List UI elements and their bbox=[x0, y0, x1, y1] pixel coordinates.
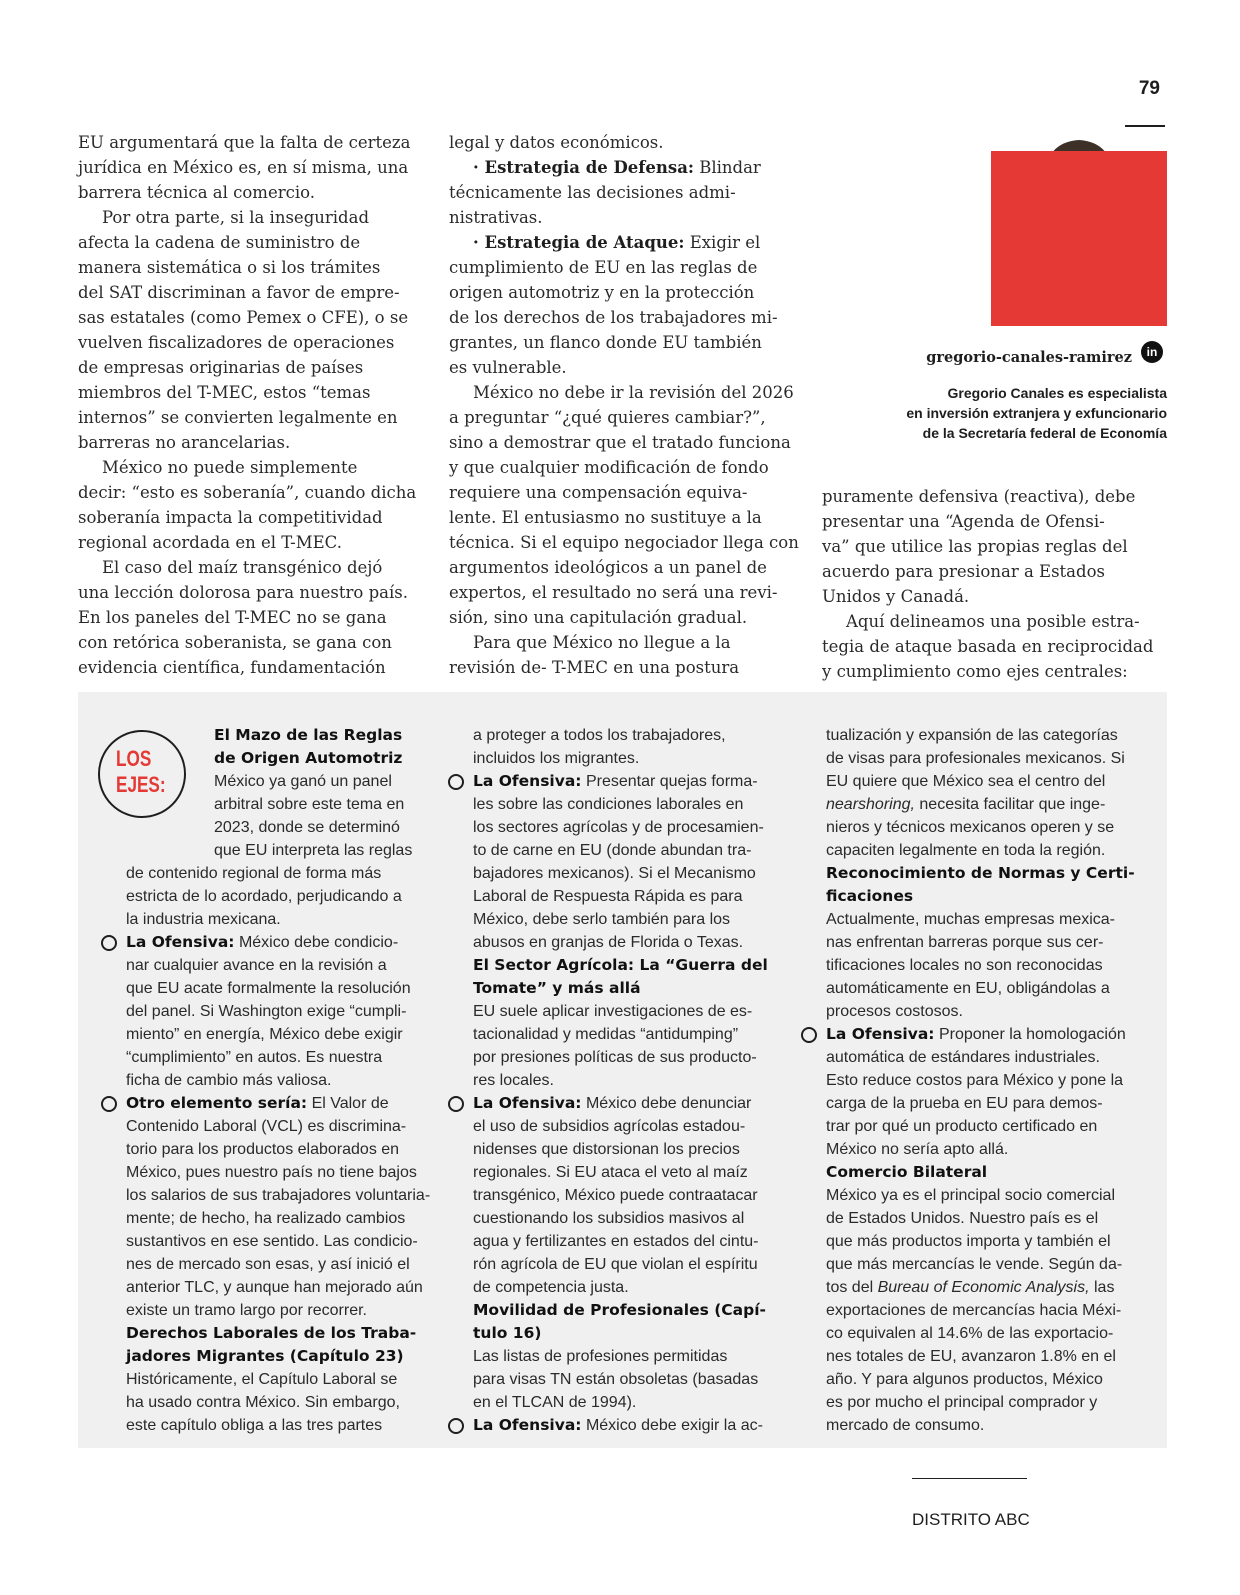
text-line: una lección dolorosa para nuestro país. bbox=[78, 583, 408, 602]
bullet-item: La Ofensiva: México debe condicio- bbox=[126, 931, 430, 954]
text-line: y que cualquier modificación de fondo bbox=[449, 458, 769, 477]
text-line: presentar una “Agenda de Ofensi- bbox=[822, 512, 1105, 531]
text-line: arbitral sobre este tema en bbox=[214, 796, 405, 813]
text-line: y cumplimiento como ejes centrales: bbox=[822, 662, 1128, 681]
defense-strategy-label: · Estrategia de Defensa: bbox=[473, 158, 694, 177]
text-line: regional acordada en el T-MEC. bbox=[78, 533, 342, 552]
text-line: ha usado contra México. Sin embargo, bbox=[126, 1394, 400, 1411]
text-line: jurídica en México es, en sí misma, una bbox=[78, 158, 409, 177]
section-heading: jadores Migrantes (Capítulo 23) bbox=[126, 1347, 404, 1365]
text-line: que más productos importa y también el bbox=[826, 1233, 1111, 1250]
text-line: técnicamente las decisiones admi- bbox=[449, 183, 736, 202]
author-handle[interactable]: gregorio-canales-ramirez bbox=[926, 349, 1132, 366]
text-line: regionales. Si EU ataca el veto al maíz bbox=[473, 1164, 748, 1181]
bullet-circle-icon bbox=[448, 774, 464, 790]
text-line: nidenses que distorsionan los precios bbox=[473, 1141, 740, 1158]
badge-line: EJES: bbox=[116, 772, 166, 797]
text-line: agua y fertilizantes en estados del cintu- bbox=[473, 1233, 759, 1250]
text-line: este capítulo obliga a las tres partes bbox=[126, 1417, 383, 1434]
text-line: con retórica soberanista, se gana con bbox=[78, 633, 392, 652]
text-line: a preguntar “¿qué quieres cambiar?”, bbox=[449, 408, 766, 427]
bio-line: en inversión extranjera y exfuncionario bbox=[906, 405, 1167, 421]
bullet-item: La Ofensiva: México debe exigir la ac- bbox=[473, 1414, 768, 1437]
text-line: que más mercancías le vende. Según da- bbox=[826, 1256, 1123, 1273]
text-line: México no sería apto allá. bbox=[826, 1141, 1009, 1158]
text-line: automáticamente en EU, obligándolas a bbox=[826, 980, 1110, 997]
text-line: bajadores mexicanos). Si el Mecanismo bbox=[473, 865, 756, 882]
section-heading: de Origen Automotriz bbox=[214, 749, 403, 767]
text-line: nieros y técnicos mexicanos operen y se bbox=[826, 819, 1115, 836]
text-line: México, pues nuestro país no tiene bajos bbox=[126, 1164, 417, 1181]
text-line: origen automotriz y en la protección bbox=[449, 283, 755, 302]
text-line: evidencia científica, fundamentación bbox=[78, 658, 386, 677]
text-line: transgénico, México puede contraatacar bbox=[473, 1187, 758, 1204]
text-line: sas estatales (como Pemex o CFE), o se bbox=[78, 308, 409, 327]
badge-line: LOS bbox=[116, 746, 152, 771]
text-line: co equivalen al 14.6% de las exportacio- bbox=[826, 1325, 1114, 1342]
text-line: sustantivos en ese sentido. Las condicio- bbox=[126, 1233, 418, 1250]
text-line: vuelven fiscalizadores de operaciones bbox=[78, 333, 395, 352]
text-line: manera sistemática o si los trámites bbox=[78, 258, 381, 277]
text-line: nes totales de EU, avanzaron 1.8% en el bbox=[826, 1348, 1116, 1365]
text-line: trar por qué un producto certificado en bbox=[826, 1118, 1098, 1135]
bio-line: Gregorio Canales es especialista bbox=[947, 385, 1167, 401]
text-line: Actualmente, muchas empresas mexica- bbox=[826, 911, 1115, 928]
attack-strategy-label: · Estrategia de Ataque: bbox=[473, 233, 685, 252]
text-line: técnica. Si el equipo negociador llega con bbox=[449, 533, 799, 552]
text-line: automática de estándares industriales. bbox=[826, 1049, 1100, 1066]
text-line: 2023, donde se determinó bbox=[214, 819, 400, 836]
text-line: lente. El entusiasmo no sustituye a la bbox=[449, 508, 762, 527]
text-line: sión, sino una capitulación gradual. bbox=[449, 608, 748, 627]
text-line: revisión de- T-MEC en una postura bbox=[449, 658, 740, 677]
text-line: es por mucho el principal comprador y bbox=[826, 1394, 1098, 1411]
text-line: nas enfrentan barreras porque sus cer- bbox=[826, 934, 1104, 951]
text-line: argumentos ideológicos a un panel de bbox=[449, 558, 767, 577]
text-line: En los paneles del T-MEC no se gana bbox=[78, 608, 387, 627]
text-line: año. Y para algunos productos, México bbox=[826, 1371, 1103, 1388]
author-bio bbox=[906, 383, 1167, 443]
text-line: estricta de lo acordado, perjudicando a bbox=[126, 888, 402, 905]
text-line: tegia de ataque basada en reciprocidad bbox=[822, 637, 1154, 656]
bullet-item: Otro elemento sería: El Valor de bbox=[126, 1092, 430, 1115]
article-column-3 bbox=[822, 484, 1153, 684]
section-heading: Reconocimiento de Normas y Certi- bbox=[826, 864, 1135, 882]
article-column-2 bbox=[449, 130, 799, 680]
text-line: exportaciones de mercancías hacia Méxi- bbox=[826, 1302, 1122, 1319]
bullet-item: La Ofensiva: México debe denunciar bbox=[473, 1092, 768, 1115]
text-line: el uso de subsidios agrícolas estadou- bbox=[473, 1118, 746, 1135]
text-line: Unidos y Canadá. bbox=[822, 587, 970, 606]
text-line: barreras no arancelarias. bbox=[78, 433, 291, 452]
text-line: para visas TN están obsoletas (basadas bbox=[473, 1371, 759, 1388]
text-line: Laboral de Respuesta Rápida es para bbox=[473, 888, 743, 905]
text-line: de contenido regional de forma más bbox=[126, 865, 382, 882]
text-line: EU quiere que México sea el centro del bbox=[826, 773, 1106, 790]
section-heading: Comercio Bilateral bbox=[826, 1163, 988, 1181]
text-line: que EU acate formalmente la resolución bbox=[126, 980, 411, 997]
text-line: puramente defensiva (reactiva), debe bbox=[822, 487, 1136, 506]
text-line: Por otra parte, si la inseguridad bbox=[102, 208, 370, 227]
text-line: acuerdo para presionar a Estados bbox=[822, 562, 1105, 581]
text-line: decir: “esto es soberanía”, cuando dicha bbox=[78, 483, 417, 502]
text-line: Aquí delineamos una posible estra- bbox=[846, 612, 1140, 631]
text-line: expertos, el resultado no será una revi- bbox=[449, 583, 778, 602]
sidebar-column-3 bbox=[826, 724, 1135, 1437]
text-line: incluidos los migrantes. bbox=[473, 750, 640, 767]
text-line: nar cualquier avance en la revisión a bbox=[126, 957, 387, 974]
text-line: Contenido Laboral (VCL) es discrimina- bbox=[126, 1118, 407, 1135]
text-line: carga de la prueba en EU para demos- bbox=[826, 1095, 1103, 1112]
bullet-circle-icon bbox=[101, 935, 117, 951]
text-line: mente; de hecho, ha realizado cambios bbox=[126, 1210, 406, 1227]
text-line: que EU interpreta las reglas bbox=[214, 842, 413, 859]
text-line: tificaciones locales no son reconocidas bbox=[826, 957, 1103, 974]
section-heading: tulo 16) bbox=[473, 1324, 542, 1342]
text-line: anterior TLC, y aunque han mejorado aún bbox=[126, 1279, 423, 1296]
bullet-item: La Ofensiva: Proponer la homologación bbox=[826, 1023, 1135, 1046]
text-line: barrera técnica al comercio. bbox=[78, 183, 316, 202]
text-line: miento” en energía, México debe exigir bbox=[126, 1026, 403, 1043]
text-line: del panel. Si Washington exige “cumpli- bbox=[126, 1003, 407, 1020]
text-line: rón agrícola de EU que violan el espíritu bbox=[473, 1256, 758, 1273]
text-line: por presiones políticas de sus producto- bbox=[473, 1049, 757, 1066]
bullet-item: La Ofensiva: Presentar quejas forma- bbox=[473, 770, 768, 793]
text-line: de los derechos de los trabajadores mi- bbox=[449, 308, 778, 327]
text-line: Las listas de profesiones permitidas bbox=[473, 1348, 728, 1365]
sidebar-column-1 bbox=[126, 724, 430, 1437]
text-line: Esto reduce costos para México y pone la bbox=[826, 1072, 1124, 1089]
text-line: “cumplimiento” en autos. Es nuestra bbox=[126, 1049, 383, 1066]
text-line: cumplimiento de EU en las reglas de bbox=[449, 258, 758, 277]
text-line: México ya es el principal socio comercial bbox=[826, 1187, 1115, 1204]
text-line: miembros del T-MEC, estos “temas bbox=[78, 383, 371, 402]
text-line: México no puede simplemente bbox=[102, 458, 358, 477]
text-line: México, debe serlo también para los bbox=[473, 911, 731, 928]
text-line: los salarios de sus trabajadores voluntaria- bbox=[126, 1187, 431, 1204]
section-heading: ficaciones bbox=[826, 887, 914, 905]
text-line: Históricamente, el Capítulo Laboral se bbox=[126, 1371, 398, 1388]
text-line: tos del Bureau of Economic Analysis, las bbox=[826, 1279, 1115, 1296]
section-heading: El Sector Agrícola: La “Guerra del bbox=[473, 956, 768, 974]
text-line: internos” se convierten legalmente en bbox=[78, 408, 398, 427]
text-line: México ya ganó un panel bbox=[214, 773, 392, 790]
text-line: nistrativas. bbox=[449, 208, 543, 227]
text-line: a proteger a todos los trabajadores, bbox=[473, 727, 726, 744]
bullet-circle-icon bbox=[448, 1096, 464, 1112]
text-line: EU suele aplicar investigaciones de es- bbox=[473, 1003, 753, 1020]
text-line: El caso del maíz transgénico dejó bbox=[102, 558, 383, 577]
bullet-circle-icon bbox=[448, 1418, 464, 1434]
linkedin-icon[interactable]: in bbox=[1141, 341, 1163, 363]
section-heading: Movilidad de Profesionales (Capí- bbox=[473, 1301, 766, 1319]
text-line: · Estrategia de Defensa: Blindar bbox=[473, 158, 761, 177]
section-heading: El Mazo de las Reglas bbox=[214, 726, 403, 744]
text-line: del SAT discriminan a favor de empre- bbox=[78, 283, 400, 302]
text-line: EU argumentará que la falta de certeza bbox=[78, 133, 411, 152]
text-line: capaciten legalmente en toda la región. bbox=[826, 842, 1106, 859]
section-heading: Derechos Laborales de los Traba- bbox=[126, 1324, 417, 1342]
author-photo bbox=[991, 116, 1167, 326]
text-line: requiere una compensación equiva- bbox=[449, 483, 748, 502]
text-line: mercado de consumo. bbox=[826, 1417, 985, 1434]
text-line: to de carne en EU (donde abundan tra- bbox=[473, 842, 752, 859]
text-line: res locales. bbox=[473, 1072, 554, 1089]
author-photo-background bbox=[991, 151, 1167, 326]
text-line: es vulnerable. bbox=[449, 358, 567, 377]
text-line: · Estrategia de Ataque: Exigir el bbox=[473, 233, 761, 252]
text-line: soberanía impacta la competitividad bbox=[78, 508, 383, 527]
text-line: va” que utilice las propias reglas del bbox=[822, 537, 1128, 556]
article-column-1 bbox=[78, 130, 416, 680]
bullet-circle-icon bbox=[801, 1027, 817, 1043]
page-number: 79 bbox=[1138, 78, 1160, 99]
text-line: nearshoring, necesita facilitar que inge- bbox=[826, 796, 1106, 813]
text-line: en el TLCAN de 1994). bbox=[473, 1394, 637, 1411]
text-line: legal y datos económicos. bbox=[449, 133, 664, 152]
text-line: cuestionando los subsidios masivos al bbox=[473, 1210, 745, 1227]
text-line: abusos en granjas de Florida o Texas. bbox=[473, 934, 744, 951]
text-line: les sobre las condiciones laborales en bbox=[473, 796, 744, 813]
text-line: tacionalidad y medidas “antidumping” bbox=[473, 1026, 739, 1043]
text-line: de empresas originarias de países bbox=[78, 358, 364, 377]
footer-publication: DISTRITO ABC bbox=[912, 1510, 1030, 1529]
text-line: tualización y expansión de las categorías bbox=[826, 727, 1118, 744]
text-line: de competencia justa. bbox=[473, 1279, 629, 1296]
text-line: afecta la cadena de suministro de bbox=[78, 233, 361, 252]
text-line: de visas para profesionales mexicanos. Si bbox=[826, 750, 1125, 767]
text-line: nes de mercado son esas, y así inició el bbox=[126, 1256, 410, 1273]
text-line: grantes, un flanco donde EU también bbox=[449, 333, 762, 352]
sidebar-column-2 bbox=[473, 724, 768, 1437]
text-line: Para que México no llegue a la bbox=[473, 633, 731, 652]
text-line: los sectores agrícolas y de procesamien- bbox=[473, 819, 764, 836]
footer-rule bbox=[912, 1478, 1027, 1479]
text-line: México no debe ir la revisión del 2026 bbox=[473, 383, 794, 402]
text-line: ficha de cambio más valiosa. bbox=[126, 1072, 332, 1089]
text-line: torio para los productos elaborados en bbox=[126, 1141, 400, 1158]
bullet-circle-icon bbox=[101, 1096, 117, 1112]
text-line: sino a demostrar que el tratado funciona bbox=[449, 433, 791, 452]
text-line: la industria mexicana. bbox=[126, 911, 281, 928]
bio-line: de la Secretaría federal de Economía bbox=[922, 425, 1167, 441]
section-heading: Tomate” y más allá bbox=[473, 979, 641, 997]
text-line: de Estados Unidos. Nuestro país es el bbox=[826, 1210, 1099, 1227]
text-line: procesos costosos. bbox=[826, 1003, 963, 1020]
text-line: existe un tramo largo por recorrer. bbox=[126, 1302, 367, 1319]
